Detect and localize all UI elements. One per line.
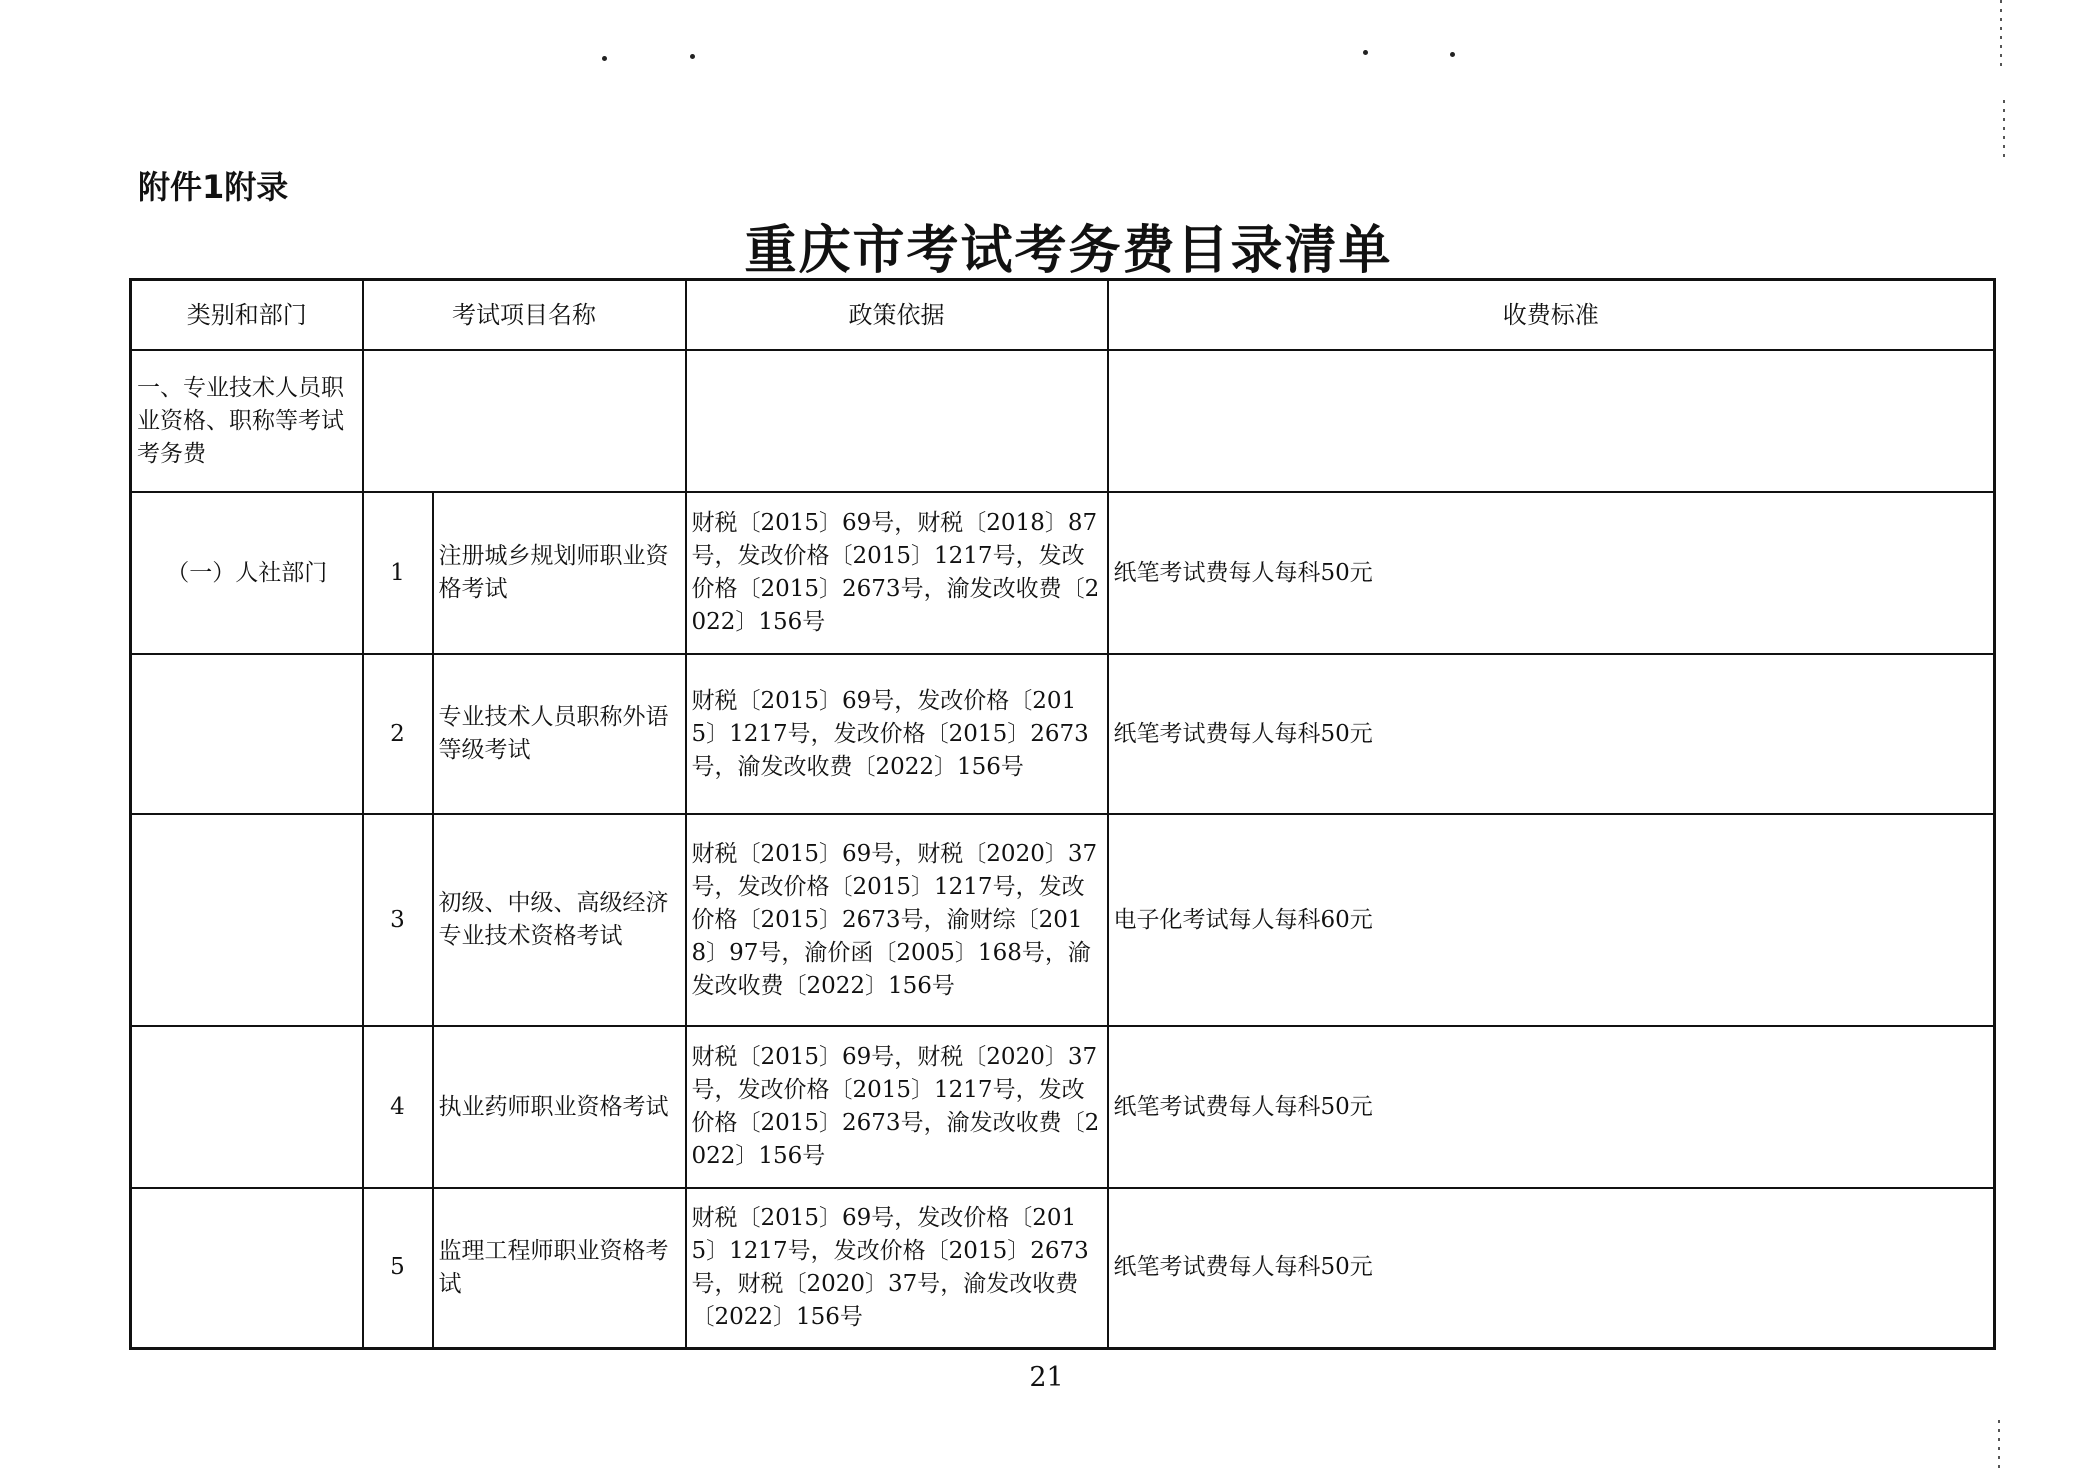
empty-cell: [363, 350, 686, 492]
empty-cell: [686, 350, 1108, 492]
fee-catalog-table: [129, 278, 1996, 1350]
policy-basis: 财税〔2015〕69号，发改价格〔2015〕1217号，发改价格〔2015〕2673号，财税〔2020〕37号，渝发改收费〔2022〕156号: [686, 1188, 1108, 1348]
empty-cell: [131, 654, 363, 814]
exam-name: 注册城乡规划师职业资格考试: [433, 492, 686, 654]
empty-cell: [1108, 350, 1995, 492]
empty-cell: [131, 1026, 363, 1188]
exam-name: 专业技术人员职称外语等级考试: [433, 654, 686, 814]
page-number: 21: [1029, 1362, 1064, 1393]
page-title: [0, 208, 2093, 283]
row-number: 3: [363, 814, 433, 1026]
header-policy: 政策依据: [686, 280, 1108, 351]
header-exam-name: 考试项目名称: [363, 280, 686, 351]
exam-name: 初级、中级、高级经济专业技术资格考试: [433, 814, 686, 1026]
scan-artifact-edge: [2000, 0, 2002, 70]
fee-standard: 纸笔考试费每人每科50元: [1108, 1188, 1995, 1348]
row-number: 2: [363, 654, 433, 814]
table-row: [131, 1026, 1995, 1188]
row-number: 4: [363, 1026, 433, 1188]
header-fee: 收费标准: [1108, 280, 1995, 351]
department-label: （一）人社部门: [131, 492, 363, 654]
section-row: [131, 350, 1995, 492]
fee-standard: 电子化考试每人每科60元: [1108, 814, 1995, 1026]
fee-standard: 纸笔考试费每人每科50元: [1108, 654, 1995, 814]
header-category: 类别和部门: [131, 280, 363, 351]
policy-basis: 财税〔2015〕69号，财税〔2020〕37号，发改价格〔2015〕1217号，发改价格〔2015〕2673号，渝财综〔2018〕97号，渝价函〔2005〕168号，渝发改收费〔2022〕156号: [686, 814, 1108, 1026]
fee-standard: 纸笔考试费每人每科50元: [1108, 1026, 1995, 1188]
table-row: [131, 654, 1995, 814]
table-row: [131, 492, 1995, 654]
scan-artifact-dot: [1450, 52, 1455, 57]
row-number: 1: [363, 492, 433, 654]
empty-cell: [131, 814, 363, 1026]
table-header-row: [131, 280, 1995, 351]
scan-artifact-dot: [1363, 50, 1368, 55]
scan-artifact-dot: [602, 56, 607, 61]
section-label: 一、专业技术人员职业资格、职称等考试考务费: [131, 350, 363, 492]
fee-standard: 纸笔考试费每人每科50元: [1108, 492, 1995, 654]
policy-basis: 财税〔2015〕69号，财税〔2018〕87号，发改价格〔2015〕1217号，发改价格〔2015〕2673号，渝发改收费〔2022〕156号: [686, 492, 1108, 654]
exam-name: 执业药师职业资格考试: [433, 1026, 686, 1188]
empty-cell: [131, 1188, 363, 1348]
scan-artifact-dot: [690, 54, 695, 59]
scan-artifact-edge: [2003, 100, 2005, 160]
table-row: [131, 1188, 1995, 1348]
row-number: 5: [363, 1188, 433, 1348]
attachment-label: 附件1附录: [138, 168, 289, 206]
exam-name: 监理工程师职业资格考试: [433, 1188, 686, 1348]
policy-basis: 财税〔2015〕69号，发改价格〔2015〕1217号，发改价格〔2015〕2673号，渝发改收费〔2022〕156号: [686, 654, 1108, 814]
table-row: [131, 814, 1995, 1026]
policy-basis: 财税〔2015〕69号，财税〔2020〕37号，发改价格〔2015〕1217号，发改价格〔2015〕2673号，渝发改收费〔2022〕156号: [686, 1026, 1108, 1188]
scan-artifact-edge: [1998, 1420, 2000, 1470]
page-title-text: 重庆市考试考务费目录清单: [744, 221, 1393, 281]
